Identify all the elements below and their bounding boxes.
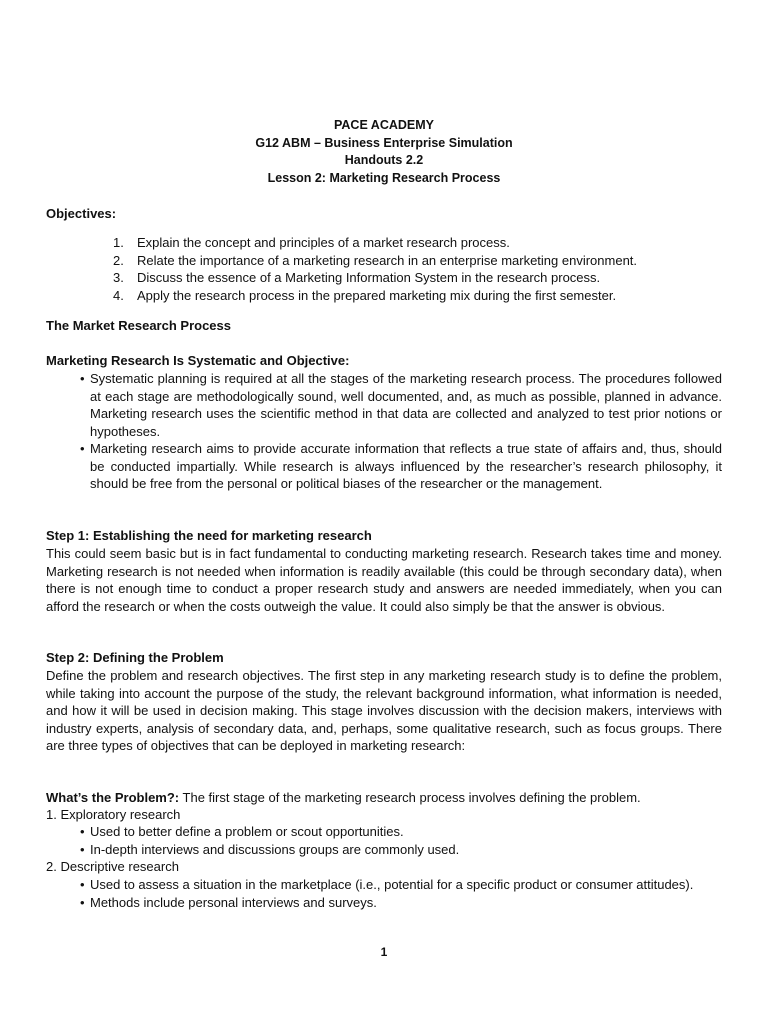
bullet-icon: •: [80, 894, 85, 910]
objective-item: 4. Apply the research process in the prepared marketing mix during the first semester.: [113, 287, 617, 303]
step1-body: This could seem basic but is in fact fundamental to conducting marketing research. Research takes time and money. Marketing research is not needed when information is readily available (this could be through secondary data), when there is not enough time to conduct a proper research study and answers are needed immediately, when you can afford the research or when the costs outweigh the value. It could also simply be that the answer is obvious.: [46, 546, 722, 614]
document-header: [0, 117, 768, 187]
objective-item: 1. Explain the concept and principles of a market research process.: [113, 235, 510, 250]
bullet-item: • Used to assess a situation in the marketplace (i.e., potential for a specific product or consumer attitudes).: [80, 877, 694, 892]
descriptive-bullets: [80, 876, 722, 911]
step1-heading: Step 1: Establishing the need for marketing research: [46, 528, 372, 543]
problem-label: What’s the Problem?:: [46, 790, 180, 805]
bullet-icon: •: [80, 877, 85, 892]
org-name: PACE ACADEMY: [333, 118, 434, 132]
handout-number: Handouts 2.2: [344, 153, 424, 167]
lesson-title: Lesson 2: Marketing Research Process: [267, 170, 501, 185]
page-number: 1: [380, 945, 388, 959]
step2-heading: Step 2: Defining the Problem: [46, 650, 224, 665]
bullet-item: • In-depth interviews and discussions groups are commonly used.: [80, 841, 460, 857]
systematic-heading: Marketing Research Is Systematic and Objective:: [46, 353, 350, 368]
bullet-icon: •: [80, 841, 85, 857]
research-type-title: 2. Descriptive research: [46, 859, 179, 874]
bullet-item: • Methods include personal interviews and surveys.: [80, 894, 377, 910]
bullet-item: • Used to better define a problem or scout opportunities.: [80, 824, 404, 839]
objectives-label: Objectives:: [46, 206, 117, 221]
bullet-item: • Systematic planning is required at all the stages of the marketing research process. The procedures followed at each stage are methodologically sound, well documented, and, as much as possible, planned in advance. Marketing research uses the scientific method in that data are collected and analyzed to test prior notions or hypotheses.: [80, 371, 722, 439]
systematic-bullets: [80, 370, 722, 493]
objectives-list: [113, 234, 733, 304]
bullet-icon: •: [80, 824, 85, 839]
bullet-icon: •: [80, 441, 85, 456]
course-title: G12 ABM – Business Enterprise Simulation: [255, 135, 513, 150]
bullet-icon: •: [80, 371, 85, 386]
section-title: The Market Research Process: [46, 318, 231, 333]
problem-text: The first stage of the marketing research process involves defining the problem.: [179, 790, 641, 805]
bullet-item: • Marketing research aims to provide accurate information that reflects a true state of affairs and, thus, should be conducted impartially. While research is always influenced by the researcher’s research philosophy, it should be free from the personal or political biases of the researcher or the management.: [80, 441, 722, 491]
research-type-title: 1. Exploratory research: [46, 807, 181, 822]
step2-body: Define the problem and research objectives. The first step in any marketing research study is to define the problem, while taking into account the purpose of the study, the relevant background information, what information is needed, and how it will be used in decision making. This stage involves discussion with the decision makers, interviews with industry experts, analysis of secondary data, and, perhaps, some qualitative research, such as focus groups. There are three types of objectives that can be deployed in marketing research:: [46, 668, 722, 753]
problem-line: [46, 789, 736, 807]
objective-item: 2. Relate the importance of a marketing research in an enterprise marketing environment.: [113, 252, 638, 268]
objective-item: 3. Discuss the essence of a Marketing Information System in the research process.: [113, 270, 601, 285]
exploratory-bullets: [80, 823, 722, 858]
